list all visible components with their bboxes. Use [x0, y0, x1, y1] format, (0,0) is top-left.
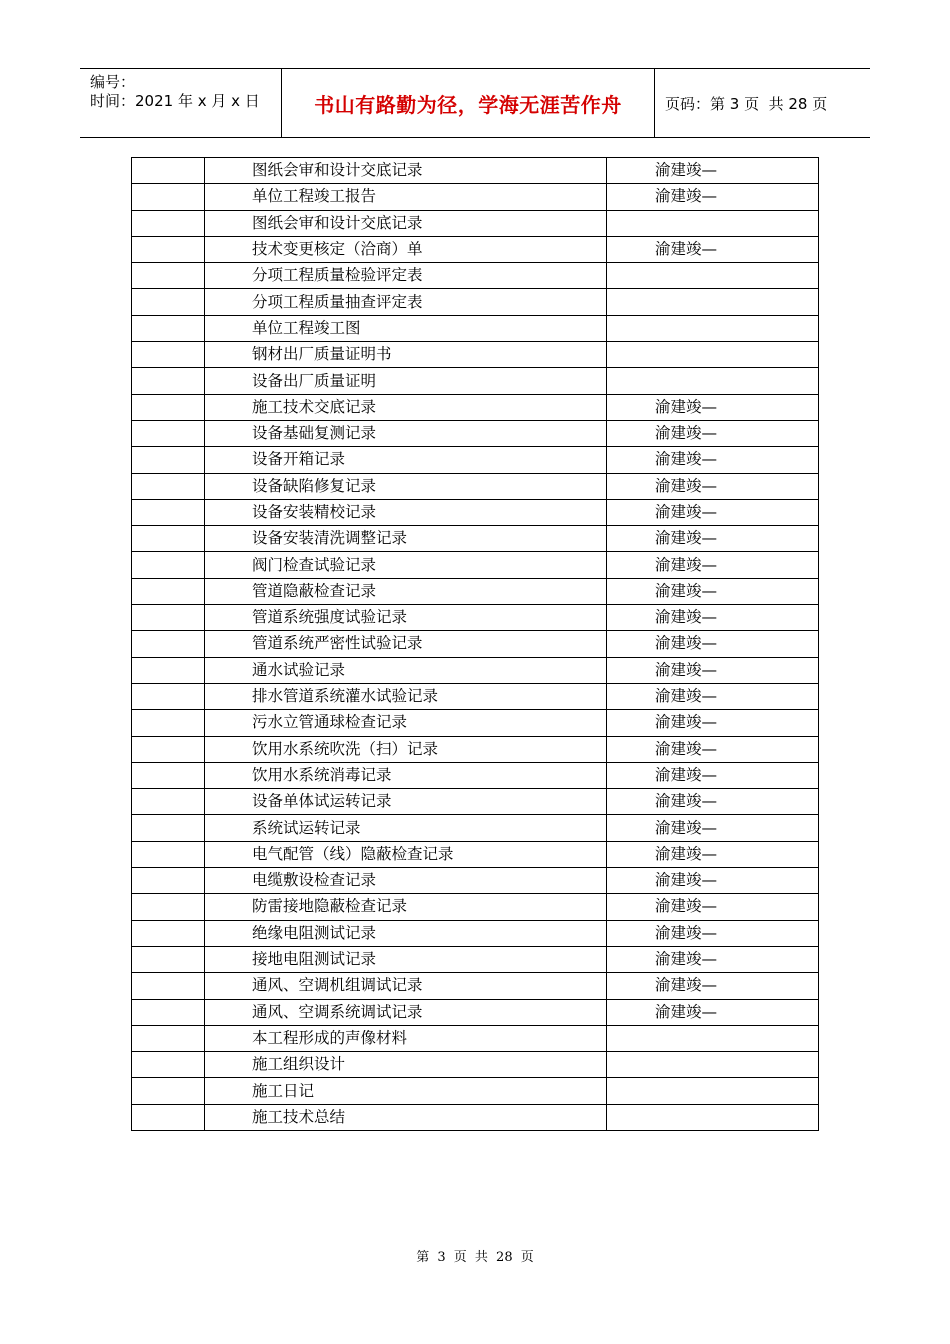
- table-row: [132, 946, 819, 972]
- row-index-cell: [132, 789, 205, 815]
- record-name-cell: 通水试验记录: [205, 657, 607, 683]
- record-name-cell: 阀门检查试验记录: [205, 552, 607, 578]
- table-row: [132, 236, 819, 262]
- row-index-cell: [132, 1025, 205, 1051]
- row-index-cell: [132, 552, 205, 578]
- record-code-cell: 渝建竣—: [607, 973, 819, 999]
- record-name-cell: 管道隐蔽检查记录: [205, 578, 607, 604]
- row-index-cell: [132, 920, 205, 946]
- record-code-cell: 渝建竣—: [607, 894, 819, 920]
- row-index-cell: [132, 315, 205, 341]
- records-table: [131, 157, 819, 1131]
- table-row: [132, 657, 819, 683]
- record-name-cell: 排水管道系统灌水试验记录: [205, 683, 607, 709]
- table-row: [132, 789, 819, 815]
- table-row: [132, 289, 819, 315]
- document-time-label: 时间：2021 年 x 月 x 日: [90, 92, 260, 110]
- record-name-cell: 图纸会审和设计交底记录: [205, 210, 607, 236]
- record-code-cell: 渝建竣—: [607, 683, 819, 709]
- record-name-cell: 设备出厂质量证明: [205, 368, 607, 394]
- table-row: [132, 447, 819, 473]
- row-index-cell: [132, 210, 205, 236]
- footer-page-number: 第 3 页 共 28 页: [416, 1250, 534, 1265]
- row-index-cell: [132, 236, 205, 262]
- record-name-cell: 施工技术交底记录: [205, 394, 607, 420]
- header-page-info: [655, 69, 870, 137]
- table-row: [132, 210, 819, 236]
- row-index-cell: [132, 946, 205, 972]
- record-code-cell: [607, 315, 819, 341]
- record-code-cell: 渝建竣—: [607, 815, 819, 841]
- row-index-cell: [132, 657, 205, 683]
- record-code-cell: 渝建竣—: [607, 920, 819, 946]
- table-row: [132, 920, 819, 946]
- record-code-cell: 渝建竣—: [607, 236, 819, 262]
- row-index-cell: [132, 447, 205, 473]
- table-row: [132, 1078, 819, 1104]
- table-row: [132, 1104, 819, 1130]
- row-index-cell: [132, 263, 205, 289]
- record-code-cell: 渝建竣—: [607, 499, 819, 525]
- table-row: [132, 342, 819, 368]
- row-index-cell: [132, 473, 205, 499]
- record-code-cell: [607, 289, 819, 315]
- table-row: [132, 999, 819, 1025]
- record-code-cell: [607, 342, 819, 368]
- record-name-cell: 防雷接地隐蔽检查记录: [205, 894, 607, 920]
- row-index-cell: [132, 1078, 205, 1104]
- record-name-cell: 单位工程竣工报告: [205, 184, 607, 210]
- record-code-cell: 渝建竣—: [607, 420, 819, 446]
- table-row: [132, 473, 819, 499]
- header-page-info-text: 页码：第 3 页 共 28 页: [665, 94, 828, 113]
- record-name-cell: 绝缘电阻测试记录: [205, 920, 607, 946]
- record-code-cell: 渝建竣—: [607, 394, 819, 420]
- table-row: [132, 578, 819, 604]
- row-index-cell: [132, 1104, 205, 1130]
- header-meta: [80, 69, 282, 137]
- table-row: [132, 605, 819, 631]
- record-code-cell: [607, 1104, 819, 1130]
- record-code-cell: 渝建竣—: [607, 736, 819, 762]
- record-name-cell: 设备安装精校记录: [205, 499, 607, 525]
- table-row: [132, 631, 819, 657]
- record-code-cell: 渝建竣—: [607, 762, 819, 788]
- row-index-cell: [132, 184, 205, 210]
- table-row: [132, 158, 819, 184]
- table-row: [132, 394, 819, 420]
- record-name-cell: 电缆敷设检查记录: [205, 868, 607, 894]
- record-name-cell: 施工技术总结: [205, 1104, 607, 1130]
- record-name-cell: 设备安装清洗调整记录: [205, 526, 607, 552]
- record-name-cell: 单位工程竣工图: [205, 315, 607, 341]
- record-name-cell: 设备开箱记录: [205, 447, 607, 473]
- row-index-cell: [132, 762, 205, 788]
- row-index-cell: [132, 815, 205, 841]
- record-code-cell: [607, 263, 819, 289]
- record-code-cell: 渝建竣—: [607, 710, 819, 736]
- header-motto: 书山有路勤为径，学海无涯苦作舟: [282, 69, 655, 137]
- record-name-cell: 饮用水系统消毒记录: [205, 762, 607, 788]
- record-name-cell: 设备单体试运转记录: [205, 789, 607, 815]
- row-index-cell: [132, 578, 205, 604]
- table-row: [132, 420, 819, 446]
- table-row: [132, 1025, 819, 1051]
- record-name-cell: 图纸会审和设计交底记录: [205, 158, 607, 184]
- row-index-cell: [132, 420, 205, 446]
- record-name-cell: 管道系统严密性试验记录: [205, 631, 607, 657]
- record-code-cell: 渝建竣—: [607, 657, 819, 683]
- table-row: [132, 973, 819, 999]
- table-row: [132, 762, 819, 788]
- record-name-cell: 通风、空调系统调试记录: [205, 999, 607, 1025]
- row-index-cell: [132, 1052, 205, 1078]
- record-name-cell: 施工日记: [205, 1078, 607, 1104]
- row-index-cell: [132, 342, 205, 368]
- record-name-cell: 钢材出厂质量证明书: [205, 342, 607, 368]
- row-index-cell: [132, 368, 205, 394]
- record-name-cell: 分项工程质量检验评定表: [205, 263, 607, 289]
- record-name-cell: 电气配管（线）隐蔽检查记录: [205, 841, 607, 867]
- record-name-cell: 饮用水系统吹洗（扫）记录: [205, 736, 607, 762]
- records-table-body: [132, 158, 819, 1131]
- row-index-cell: [132, 868, 205, 894]
- record-name-cell: 分项工程质量抽查评定表: [205, 289, 607, 315]
- table-row: [132, 368, 819, 394]
- row-index-cell: [132, 394, 205, 420]
- record-code-cell: 渝建竣—: [607, 526, 819, 552]
- row-index-cell: [132, 736, 205, 762]
- table-row: [132, 1052, 819, 1078]
- row-index-cell: [132, 710, 205, 736]
- row-index-cell: [132, 999, 205, 1025]
- record-code-cell: [607, 1025, 819, 1051]
- record-code-cell: 渝建竣—: [607, 946, 819, 972]
- record-name-cell: 技术变更核定（洽商）单: [205, 236, 607, 262]
- record-name-cell: 设备基础复测记录: [205, 420, 607, 446]
- record-code-cell: 渝建竣—: [607, 158, 819, 184]
- table-row: [132, 710, 819, 736]
- table-row: [132, 683, 819, 709]
- record-code-cell: 渝建竣—: [607, 999, 819, 1025]
- record-name-cell: 设备缺陷修复记录: [205, 473, 607, 499]
- record-code-cell: 渝建竣—: [607, 184, 819, 210]
- record-code-cell: [607, 1078, 819, 1104]
- record-code-cell: 渝建竣—: [607, 473, 819, 499]
- table-row: [132, 499, 819, 525]
- record-name-cell: 施工组织设计: [205, 1052, 607, 1078]
- record-code-cell: 渝建竣—: [607, 789, 819, 815]
- record-name-cell: 接地电阻测试记录: [205, 946, 607, 972]
- row-index-cell: [132, 526, 205, 552]
- row-index-cell: [132, 683, 205, 709]
- page-footer: [0, 1246, 950, 1265]
- row-index-cell: [132, 289, 205, 315]
- table-row: [132, 841, 819, 867]
- table-row: [132, 868, 819, 894]
- page-header: [80, 68, 870, 138]
- record-code-cell: 渝建竣—: [607, 841, 819, 867]
- record-code-cell: 渝建竣—: [607, 605, 819, 631]
- record-code-cell: 渝建竣—: [607, 552, 819, 578]
- record-code-cell: [607, 210, 819, 236]
- row-index-cell: [132, 631, 205, 657]
- row-index-cell: [132, 605, 205, 631]
- record-code-cell: 渝建竣—: [607, 868, 819, 894]
- table-row: [132, 552, 819, 578]
- record-name-cell: 系统试运转记录: [205, 815, 607, 841]
- table-row: [132, 736, 819, 762]
- table-row: [132, 263, 819, 289]
- table-row: [132, 184, 819, 210]
- record-name-cell: 通风、空调机组调试记录: [205, 973, 607, 999]
- record-name-cell: 本工程形成的声像材料: [205, 1025, 607, 1051]
- record-code-cell: [607, 1052, 819, 1078]
- record-code-cell: [607, 368, 819, 394]
- record-code-cell: 渝建竣—: [607, 447, 819, 473]
- record-code-cell: 渝建竣—: [607, 631, 819, 657]
- row-index-cell: [132, 841, 205, 867]
- row-index-cell: [132, 158, 205, 184]
- row-index-cell: [132, 499, 205, 525]
- row-index-cell: [132, 973, 205, 999]
- table-row: [132, 526, 819, 552]
- table-row: [132, 315, 819, 341]
- record-name-cell: 污水立管通球检查记录: [205, 710, 607, 736]
- table-row: [132, 894, 819, 920]
- table-row: [132, 815, 819, 841]
- record-name-cell: 管道系统强度试验记录: [205, 605, 607, 631]
- record-code-cell: 渝建竣—: [607, 578, 819, 604]
- document-number-label: 编号：: [90, 73, 136, 91]
- row-index-cell: [132, 894, 205, 920]
